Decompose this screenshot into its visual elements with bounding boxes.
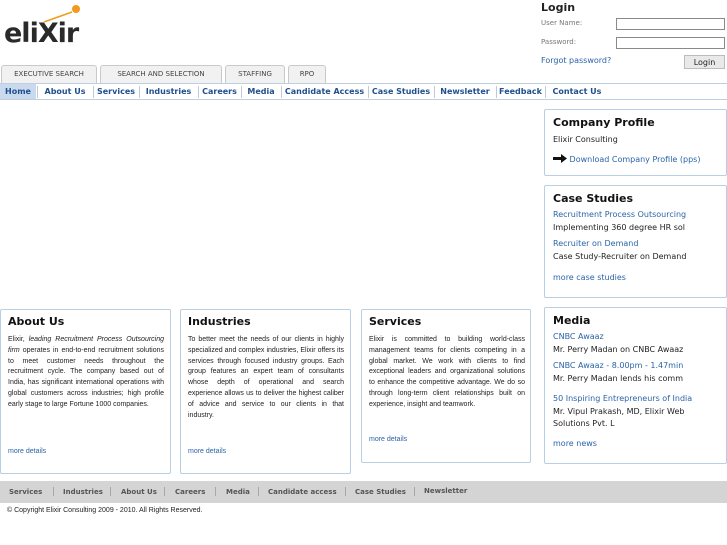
nav-about-us[interactable]: About Us [44, 87, 86, 96]
download-profile-link[interactable]: Download Company Profile (pps) [569, 155, 701, 164]
industries-box [180, 309, 351, 474]
tab-staffing[interactable]: STAFFING [225, 65, 285, 83]
nav-industries[interactable]: Industries [145, 87, 192, 96]
case-study-desc: Case Study-Recruiter on Demand [553, 252, 687, 261]
services-box [361, 309, 531, 463]
about-us-text: Elixir, leading Recruitment Process Outsourcing firm operates in end-to-end recruitment solutions to meet customer needs throughout the recruitment cycle. The company based out of India, has significant international operations with global customers across industries; high profile early stage to large Fortune 1000 companies. [8, 336, 165, 408]
footer-link-services[interactable]: Services [9, 488, 43, 496]
media-link[interactable]: CNBC Awaaz [553, 332, 604, 341]
login-button[interactable]: Login [684, 55, 725, 69]
media-desc: Solutions Pvt. L [553, 419, 615, 428]
services-title: Services [369, 315, 422, 328]
main-nav [0, 83, 727, 100]
arrow-right-icon [553, 154, 567, 165]
company-name: Elixir Consulting [553, 135, 618, 144]
elixir-logo[interactable] [4, 2, 88, 54]
case-studies-title: Case Studies [553, 192, 633, 205]
media-link[interactable]: 50 Inspiring Entrepreneurs of India [553, 394, 693, 403]
footer-link-about-us[interactable]: About Us [121, 488, 157, 496]
media-title: Media [553, 314, 591, 327]
about-us-box [0, 309, 171, 474]
footer-link-media[interactable]: Media [226, 488, 250, 496]
case-study-desc: Implementing 360 degree HR sol [553, 223, 686, 232]
industries-text: To better meet the needs of our clients in highly specialized and complex industries, Elixir offers its services through focused industry groups. Each group features an expert team of consultants whose depth of operational and search experience allows us to deliver the highest caliber of advice and service to our clients in that industry. [188, 336, 344, 419]
password-input[interactable] [616, 37, 725, 49]
media-desc: Mr. Perry Madan on CNBC Awaaz [553, 345, 684, 354]
case-studies-box [544, 185, 727, 298]
more-case-studies-link[interactable]: more case studies [553, 273, 626, 282]
case-study-link-rod[interactable]: Recruiter on Demand [553, 239, 639, 248]
tab-search-and-selection[interactable]: SEARCH AND SELECTION [100, 65, 222, 83]
industries-title: Industries [188, 315, 251, 328]
about-more-details-link[interactable]: more details [8, 448, 47, 455]
copyright: © Copyright Elixir Consulting 2009 - 2010. All Rights Reserved. [7, 507, 203, 514]
case-study-link-rpo[interactable]: Recruitment Process Outsourcing [553, 210, 687, 219]
footer-nav [0, 481, 727, 503]
company-profile-box [544, 109, 727, 176]
password-label: Password: [541, 38, 577, 46]
login-title: Login [541, 1, 576, 14]
nav-media[interactable]: Media [247, 87, 275, 96]
about-us-title: About Us [8, 315, 65, 328]
footer-link-case-studies[interactable]: Case Studies [355, 488, 406, 496]
logo-text: eliXir [4, 18, 79, 49]
media-desc: Mr. Perry Madan lends his comm [553, 374, 684, 383]
footer-link-industries[interactable]: Industries [63, 488, 103, 496]
forgot-password-link[interactable]: Forgot password? [541, 56, 612, 65]
company-profile-title: Company Profile [553, 116, 655, 129]
nav-case-studies[interactable]: Case Studies [371, 87, 431, 96]
username-input[interactable] [616, 18, 725, 30]
industries-more-details-link[interactable]: more details [188, 448, 227, 455]
username-label: User Name: [541, 19, 583, 27]
login-panel [541, 0, 727, 70]
tab-executive-search[interactable]: EXECUTIVE SEARCH [1, 65, 97, 83]
footer-link-newsletter[interactable]: Newsletter [424, 487, 468, 495]
tab-rpo[interactable]: RPO [288, 65, 326, 83]
nav-feedback[interactable]: Feedback [499, 87, 542, 96]
media-box [544, 307, 727, 464]
media-desc: Mr. Vipul Prakash, MD, Elixir Web [553, 407, 685, 416]
services-text: Elixir is committed to building world-class management teams for clients competing in a global market. We work with clients to find exceptional leaders and organizational solutions to enhance the competitive advantage. We do so through long-term client relationships built on experience, insight and teamwork. [369, 336, 525, 408]
footer-link-candidate-access[interactable]: Candidate access [268, 488, 337, 496]
nav-contact-us[interactable]: Contact Us [552, 87, 602, 96]
more-news-link[interactable]: more news [553, 439, 597, 448]
nav-home[interactable]: Home [0, 84, 36, 99]
nav-candidate-access[interactable]: Candidate Access [284, 87, 365, 96]
nav-newsletter[interactable]: Newsletter [440, 87, 490, 96]
nav-services[interactable]: Services [96, 87, 136, 96]
footer-link-careers[interactable]: Careers [175, 488, 206, 496]
services-more-details-link[interactable]: more details [369, 436, 408, 443]
nav-careers[interactable]: Careers [202, 87, 237, 96]
media-link[interactable]: CNBC Awaaz - 8.00pm - 1.47min [553, 361, 684, 370]
